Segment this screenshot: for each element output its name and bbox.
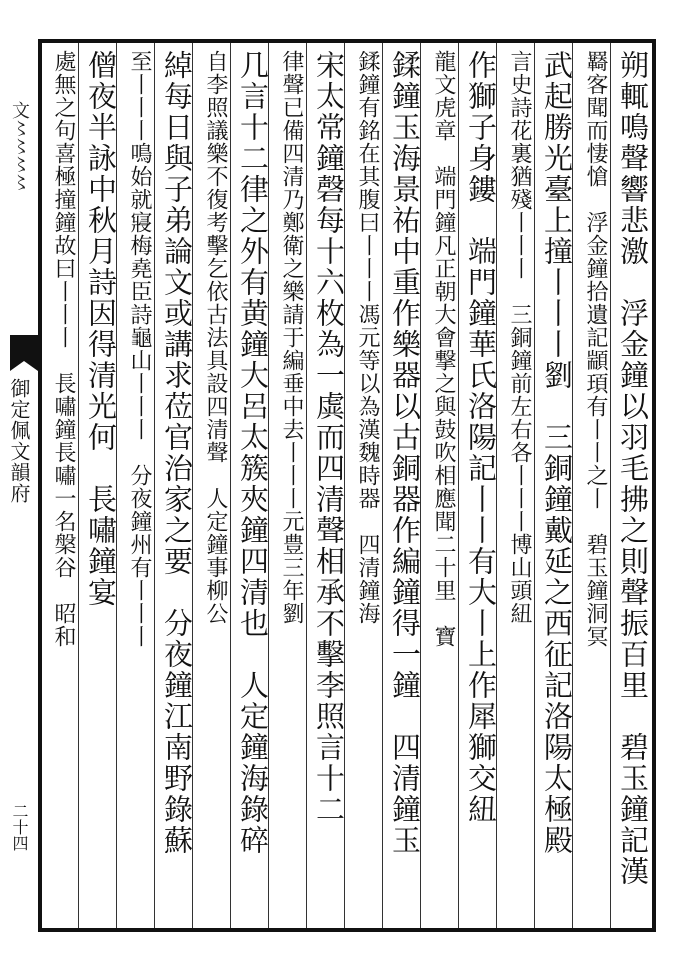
text-column: 朔輒鳴聲響悲激 浮金鐘以羽毛拂之則聲振百里 碧玉鐘記漢	[616, 50, 650, 887]
text-column: 處無之句喜極撞鐘故曰丨丨丨 長嘯鐘長嘯一名槃谷 昭和	[51, 50, 76, 648]
text-column: 龍文虎章 端門鐘凡正朝大會撃之與鼓吹相應聞二十里 寶	[431, 50, 456, 648]
frame-border-bottom	[38, 928, 656, 932]
fish-tail-icon	[10, 335, 38, 371]
text-column: 宋太常鐘磬每十六枚為一虡而四清聲相承不擊李照言十二	[312, 50, 346, 825]
text-column: 至丨丨丨鳴始就寢梅堯臣詩龜山丨丨丨 分夜鐘州有丨丨丨	[127, 50, 152, 648]
margin-strip	[0, 43, 38, 928]
text-column: 武起勝光臺上撞丨丨丨劉 三銅鐘戴延之西征記洛陽太極殿	[540, 50, 574, 856]
margin-book-title: 御定佩文韻府	[7, 378, 31, 504]
text-column: 羇客聞而悽愴 浮金鐘拾遺記顓頊有丨丨之丨 碧玉鐘洞冥	[583, 50, 608, 648]
text-column: 自李照議樂不復考擊乞依古法具設四清聲 人定鐘事柳公	[203, 50, 228, 625]
frame-border-top	[38, 39, 656, 43]
margin-top-text: 文〻〻〻〻	[9, 101, 30, 191]
text-column: 鍒鐘玉海景祐中重作樂器以古銅器作編鐘得一鐘 四清鐘玉	[388, 50, 422, 856]
text-column: 言史詩花裏猶殘丨丨丨 三銅鐘前左右各丨丨丨博山頭紐	[507, 50, 532, 625]
text-column: 鍒鐘有銘在其腹曰丨丨丨馮元等以為漢魏時器 四清鐘海	[355, 50, 380, 625]
text-column: 作獅子身鏤 端門鐘華氏洛陽記丨丨有大丨上作犀獅交紐	[464, 50, 498, 825]
text-column: 律聲已備四清乃鄭衛之樂請于編垂中去丨丨丨元豊三年劉	[279, 50, 304, 625]
text-column: 僧夜半詠中秋月詩因得清光何 長嘯鐘宴	[84, 50, 118, 608]
text-column: 綽每日與子弟論文或講求莅官治家之要 分夜鐘江南野錄蘇	[160, 50, 194, 856]
text-column: 几言十二律之外有黄鐘大呂太簇夾鐘四清也 人定鐘海錄碎	[236, 50, 270, 856]
page-number: 二十四	[10, 803, 29, 851]
